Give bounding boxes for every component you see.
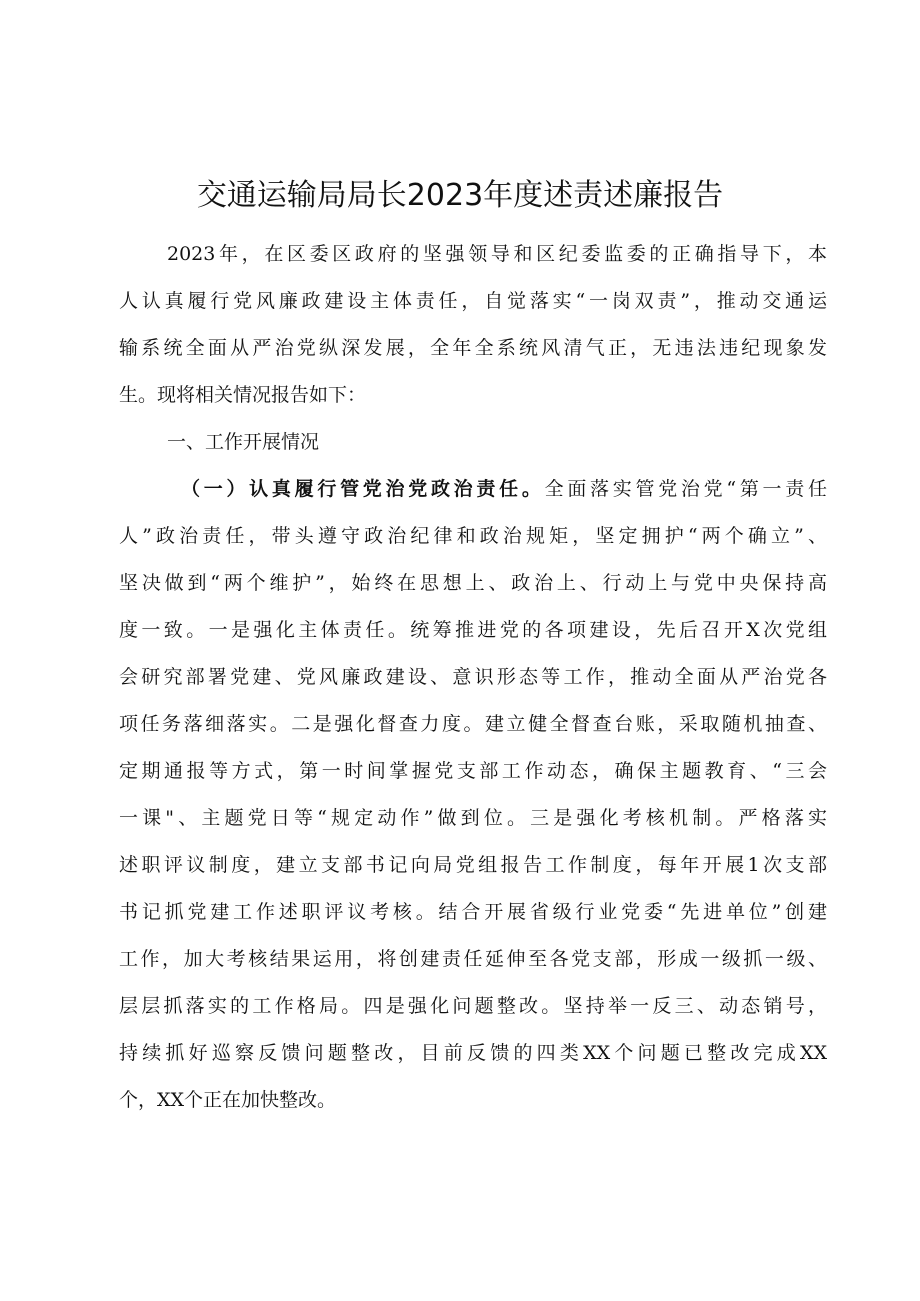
subsection-paragraph-line: 会研究部署党建、党风廉政建设、意识形态等工作，推动全面从严治党各 — [119, 666, 827, 688]
intro-paragraph-line: 人认真履行党风廉政建设主体责任，自觉落实“一岗双责”，推动交通运 — [119, 290, 827, 312]
subsection-heading: （一）认真履行管党治党政治责任。 — [181, 478, 545, 500]
subsection-first-line-text: 全面落实管党治党“第一责任 — [544, 478, 827, 500]
intro-paragraph-line: 生。现将相关情况报告如下： — [119, 384, 367, 406]
subsection-paragraph-line: 一课"、主题党日等“规定动作”做到位。三是强化考核机制。严格落实 — [119, 807, 827, 829]
subsection-paragraph-line: 书记抓党建工作述职评议考核。结合开展省级行业党委“先进单位”创建 — [119, 901, 827, 923]
subsection-paragraph-line: 项任务落细落实。二是强化督查力度。建立健全督查台账，采取随机抽查、 — [119, 713, 827, 735]
subsection-paragraph-line: 述职评议制度，建立支部书记向局党组报告工作制度，每年开展1次支部 — [119, 854, 827, 876]
section-heading: 一、工作开展情况 — [167, 431, 320, 453]
subsection-paragraph-line: 度一致。一是强化主体责任。统筹推进党的各项建设，先后召开X次党组 — [119, 619, 827, 641]
subsection-paragraph-line: 工作，加大考核结果运用，将创建责任延伸至各党支部，形成一级抓一级、 — [119, 948, 827, 970]
intro-paragraph-line: 2023年，在区委区政府的坚强领导和区纪委监委的正确指导下，本 — [167, 243, 827, 265]
intro-paragraph-line: 输系统全面从严治党纵深发展，全年全系统风清气正，无违法违纪现象发 — [119, 337, 827, 359]
subsection-paragraph-line: 层层抓落实的工作格局。四是强化问题整改。坚持举一反三、动态销号， — [119, 995, 827, 1017]
subsection-paragraph-line: 定期通报等方式，第一时间掌握党支部工作动态，确保主题教育、“三会 — [119, 760, 827, 782]
subsection-paragraph-line: 个，XX个正在加快整改。 — [119, 1089, 337, 1111]
subsection-paragraph-line: 人”政治责任，带头遵守政治纪律和政治规矩，坚定拥护“两个确立”、 — [119, 525, 827, 547]
document-body — [119, 231, 827, 1124]
subsection-paragraph-line: 坚决做到“两个维护”，始终在思想上、政治上、行动上与党中央保持高 — [119, 572, 827, 594]
document-title: 交通运输局局长2023年度述责述廉报告 — [196, 178, 724, 213]
subsection-first-line — [181, 466, 827, 513]
subsection-paragraph-line: 持续抓好巡察反馈问题整改，目前反馈的四类XX个问题已整改完成XX — [119, 1042, 827, 1064]
